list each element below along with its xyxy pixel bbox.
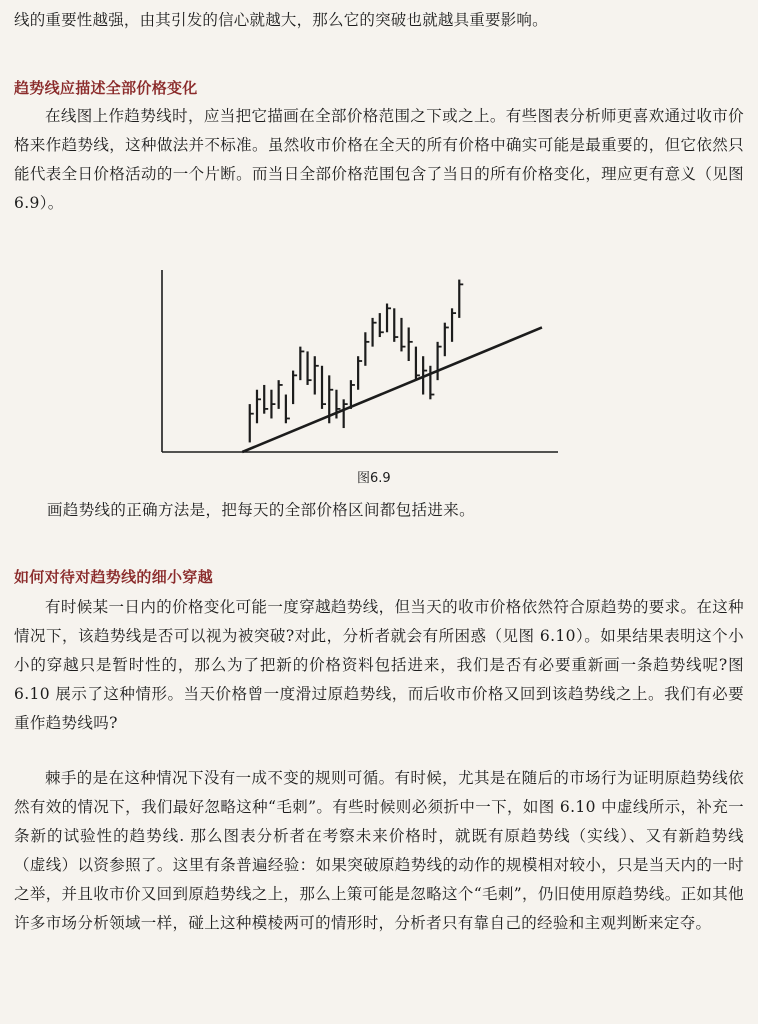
price-bar — [394, 308, 398, 342]
body-paragraph-minor-penetration-1: 有时候某一日内的价格变化可能一度穿越趋势线，但当天的收市价格依然符合原趋势的要求。在这种情况下，该趋势线是否可以视为被突破?对此，分析者就会有所困惑（见图 6.10）。如果结果表明这个小小的穿越只是暂时性的，那么为了把新的价格资料包括进来，我们是否有必要重新画一条趋势线呢?图 6.10 展示了这种情形。当天价格曾一度滑过原趋势线，而后收市价格又回到该趋势线之上。我们有必要重作趋势线吗? — [14, 598, 744, 732]
price-bar — [409, 327, 413, 361]
price-bar — [271, 390, 275, 419]
price-bar — [416, 347, 420, 381]
price-bar — [445, 323, 449, 357]
price-bar — [365, 332, 369, 366]
figure-explanation: 画趋势线的正确方法是，把每天的全部价格区间都包括进来。 — [47, 501, 475, 519]
price-bar — [387, 304, 391, 333]
body-paragraph-minor-penetration-2: 棘手的是在这种情况下没有一成不变的规则可循。有时候，尤其是在随后的市场行为证明原趋势线依然有效的情况下，我们最好忽略这种“毛刺”。有些时候则必须折中一下，如图 6.10 中虚线所示，补充一条新的试验性的趋势线. 那么图表分析者在考察未来价格时，就既有原趋势线（实线）、又有新趋势线（虚线）以资参照了。这里有条普遍经验：如果突破原趋势线的动作的规模相对较小，只是当天内的一时之举，并且收市价又回到原趋势线之上，那么上策可能是忽略这个“毛刺”，仍旧使用原趋势线。正如其他许多市场分析领域一样，碰上这种模棱两可的情形时，分析者只有靠自己的经验和主观判断来定夺。 — [14, 769, 744, 932]
price-bar — [286, 395, 290, 424]
price-bar-chart — [158, 266, 563, 466]
price-bar — [264, 385, 268, 414]
figure-caption: 图6.9 — [357, 471, 391, 486]
price-bar — [452, 308, 456, 342]
price-bar — [308, 351, 312, 385]
uptrend-line — [242, 327, 542, 452]
price-bar — [300, 347, 304, 381]
price-bar — [250, 404, 254, 442]
price-bar — [293, 371, 297, 405]
continued-text-line: 线的重要性越强，由其引发的信心就越大，那么它的突破也就越具重要影响。 — [14, 11, 548, 29]
price-bar — [336, 390, 340, 419]
section-heading-minor-penetration: 如何对待对趋势线的细小穿越 — [14, 568, 213, 586]
price-bar — [380, 313, 384, 337]
price-bar — [279, 380, 283, 409]
section-heading-trendline-full-range: 趋势线应描述全部价格变化 — [14, 79, 198, 97]
price-bar — [430, 366, 434, 400]
price-bar — [438, 342, 442, 380]
price-bar — [322, 366, 326, 409]
price-bar — [459, 280, 463, 318]
price-bar — [344, 399, 348, 428]
price-bar — [373, 318, 377, 347]
price-bar — [315, 356, 319, 394]
figure-6-9 — [158, 266, 563, 466]
price-bar — [257, 390, 261, 424]
body-paragraph-trendline-full-range: 在线图上作趋势线时，应当把它描画在全部价格范围之下或之上。有些图表分析师更喜欢通过收市价格来作趋势线，这种做法并不标准。虽然收市价格在全天的所有价格中确实可能是最重要的，但它依然只能代表全日价格活动的一个片断。而当日全部价格范围包含了当日的所有价格变化，理应更有意义（见图 6.9）。 — [14, 107, 744, 212]
price-bar — [401, 318, 405, 352]
price-bar — [358, 356, 362, 390]
